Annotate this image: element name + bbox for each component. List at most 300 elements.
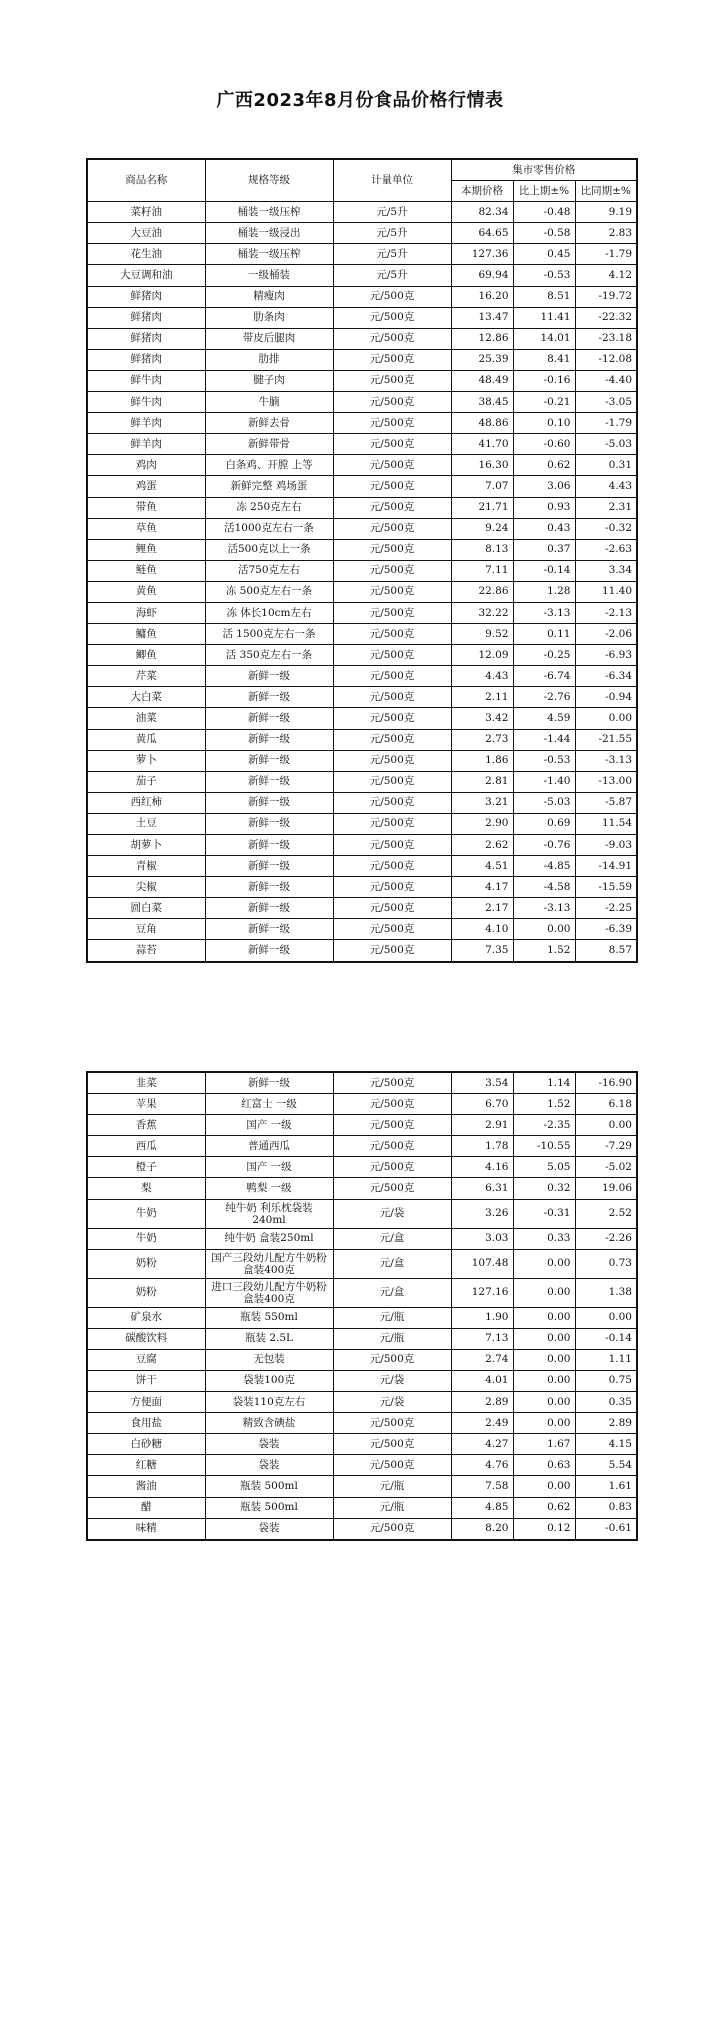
cell-spec: 新鲜一级 — [205, 835, 333, 856]
cell-yoy-change: 4.15 — [575, 1434, 637, 1455]
cell-current-price: 6.31 — [451, 1178, 513, 1199]
cell-current-price: 3.03 — [451, 1228, 513, 1249]
cell-current-price: 7.07 — [451, 476, 513, 497]
cell-mom-change: 0.43 — [513, 518, 575, 539]
cell-spec: 袋装100克 — [205, 1370, 333, 1391]
cell-yoy-change: 11.40 — [575, 581, 637, 602]
cell-unit: 元/5升 — [333, 244, 451, 265]
cell-current-price: 6.70 — [451, 1094, 513, 1115]
cell-spec: 新鲜一级 — [205, 729, 333, 750]
cell-unit: 元/瓶 — [333, 1476, 451, 1497]
cell-name: 黄瓜 — [87, 729, 205, 750]
cell-current-price: 8.13 — [451, 539, 513, 560]
cell-current-price: 4.01 — [451, 1370, 513, 1391]
cell-yoy-change: -6.34 — [575, 666, 637, 687]
cell-current-price: 12.09 — [451, 645, 513, 666]
cell-current-price: 4.10 — [451, 919, 513, 940]
cell-mom-change: -0.31 — [513, 1199, 575, 1228]
cell-name: 萝卜 — [87, 750, 205, 771]
cell-yoy-change: 2.52 — [575, 1199, 637, 1228]
cell-current-price: 9.24 — [451, 518, 513, 539]
cell-current-price: 7.58 — [451, 1476, 513, 1497]
cell-spec: 冻 体长10cm左右 — [205, 602, 333, 623]
price-table-part-1 — [86, 158, 638, 963]
table-row — [87, 1157, 637, 1178]
cell-yoy-change: 4.43 — [575, 476, 637, 497]
cell-name: 西瓜 — [87, 1136, 205, 1157]
cell-name: 鸡肉 — [87, 455, 205, 476]
table-row — [87, 202, 637, 223]
cell-unit: 元/5升 — [333, 223, 451, 244]
cell-current-price: 9.52 — [451, 624, 513, 645]
cell-unit: 元/袋 — [333, 1370, 451, 1391]
cell-yoy-change: -5.02 — [575, 1157, 637, 1178]
cell-mom-change: -0.60 — [513, 434, 575, 455]
table-row — [87, 1307, 637, 1328]
table-row — [87, 940, 637, 962]
cell-name: 草鱼 — [87, 518, 205, 539]
table-row — [87, 1476, 637, 1497]
cell-spec: 袋装110克左右 — [205, 1392, 333, 1413]
cell-name: 蒜苔 — [87, 940, 205, 962]
cell-yoy-change: 0.73 — [575, 1249, 637, 1278]
cell-yoy-change: -2.26 — [575, 1228, 637, 1249]
cell-unit: 元/500克 — [333, 370, 451, 391]
cell-yoy-change: -5.03 — [575, 434, 637, 455]
cell-unit: 元/5升 — [333, 265, 451, 286]
table-row — [87, 898, 637, 919]
cell-unit: 元/500克 — [333, 856, 451, 877]
cell-current-price: 2.90 — [451, 813, 513, 834]
cell-spec: 活500克以上一条 — [205, 539, 333, 560]
cell-unit: 元/500克 — [333, 1072, 451, 1094]
cell-unit: 元/500克 — [333, 434, 451, 455]
cell-unit: 元/500克 — [333, 898, 451, 919]
cell-spec: 袋装 — [205, 1455, 333, 1476]
cell-name: 醋 — [87, 1497, 205, 1518]
cell-spec: 无包装 — [205, 1349, 333, 1370]
cell-yoy-change: 3.34 — [575, 560, 637, 581]
table-row — [87, 1370, 637, 1391]
cell-name: 方便面 — [87, 1392, 205, 1413]
cell-yoy-change: -2.06 — [575, 624, 637, 645]
cell-mom-change: 0.00 — [513, 1476, 575, 1497]
cell-name: 鲤鱼 — [87, 539, 205, 560]
table-row — [87, 560, 637, 581]
cell-mom-change: -0.76 — [513, 835, 575, 856]
cell-yoy-change: -2.63 — [575, 539, 637, 560]
header-mom-change: 比上期±% — [513, 181, 575, 202]
table-row — [87, 687, 637, 708]
cell-current-price: 107.48 — [451, 1249, 513, 1278]
cell-current-price: 64.65 — [451, 223, 513, 244]
cell-mom-change: -0.58 — [513, 223, 575, 244]
cell-name: 豆角 — [87, 919, 205, 940]
cell-spec: 新鲜一级 — [205, 898, 333, 919]
cell-yoy-change: -9.03 — [575, 835, 637, 856]
cell-yoy-change: -21.55 — [575, 729, 637, 750]
cell-spec: 纯牛奶 盒装250ml — [205, 1228, 333, 1249]
cell-spec: 国产 一级 — [205, 1157, 333, 1178]
cell-mom-change: 0.00 — [513, 1307, 575, 1328]
cell-current-price: 22.86 — [451, 581, 513, 602]
cell-name: 黄鱼 — [87, 581, 205, 602]
cell-yoy-change: -13.00 — [575, 771, 637, 792]
cell-name: 味精 — [87, 1518, 205, 1540]
cell-unit: 元/500克 — [333, 877, 451, 898]
cell-unit: 元/500克 — [333, 539, 451, 560]
table-row — [87, 392, 637, 413]
cell-name: 鳙鱼 — [87, 624, 205, 645]
table-row — [87, 835, 637, 856]
cell-mom-change: 0.45 — [513, 244, 575, 265]
cell-mom-change: -5.03 — [513, 792, 575, 813]
cell-unit: 元/500克 — [333, 349, 451, 370]
cell-spec: 桶装一级压榨 — [205, 244, 333, 265]
cell-yoy-change: -6.39 — [575, 919, 637, 940]
cell-spec: 新鲜一级 — [205, 856, 333, 877]
cell-mom-change: 0.69 — [513, 813, 575, 834]
cell-spec: 袋装 — [205, 1434, 333, 1455]
cell-mom-change: 0.62 — [513, 1497, 575, 1518]
cell-spec: 新鲜一级 — [205, 877, 333, 898]
cell-current-price: 7.35 — [451, 940, 513, 962]
cell-mom-change: -1.44 — [513, 729, 575, 750]
cell-spec: 精瘦肉 — [205, 286, 333, 307]
cell-current-price: 3.21 — [451, 792, 513, 813]
cell-unit: 元/500克 — [333, 1115, 451, 1136]
cell-mom-change: 0.11 — [513, 624, 575, 645]
table-row — [87, 413, 637, 434]
table-row — [87, 518, 637, 539]
cell-current-price: 16.30 — [451, 455, 513, 476]
cell-current-price: 4.43 — [451, 666, 513, 687]
cell-name: 香蕉 — [87, 1115, 205, 1136]
cell-mom-change: 1.52 — [513, 940, 575, 962]
cell-spec: 鸭梨 一级 — [205, 1178, 333, 1199]
table-row — [87, 328, 637, 349]
cell-name: 花生油 — [87, 244, 205, 265]
cell-name: 菜籽油 — [87, 202, 205, 223]
cell-mom-change: 0.00 — [513, 1413, 575, 1434]
cell-current-price: 7.11 — [451, 560, 513, 581]
cell-mom-change: 14.01 — [513, 328, 575, 349]
table-row — [87, 539, 637, 560]
cell-yoy-change: -2.13 — [575, 602, 637, 623]
cell-unit: 元/500克 — [333, 813, 451, 834]
cell-current-price: 4.51 — [451, 856, 513, 877]
cell-yoy-change: -6.93 — [575, 645, 637, 666]
cell-yoy-change: 19.06 — [575, 1178, 637, 1199]
cell-spec: 白条鸡、开膛 上等 — [205, 455, 333, 476]
cell-yoy-change: -12.08 — [575, 349, 637, 370]
cell-current-price: 21.71 — [451, 497, 513, 518]
cell-unit: 元/500克 — [333, 919, 451, 940]
cell-unit: 元/500克 — [333, 1178, 451, 1199]
cell-unit: 元/500克 — [333, 1136, 451, 1157]
cell-spec: 新鲜一级 — [205, 1072, 333, 1094]
cell-name: 大豆油 — [87, 223, 205, 244]
table-row — [87, 497, 637, 518]
cell-unit: 元/500克 — [333, 1434, 451, 1455]
cell-yoy-change: -14.91 — [575, 856, 637, 877]
cell-name: 鲜猪肉 — [87, 286, 205, 307]
cell-current-price: 1.78 — [451, 1136, 513, 1157]
cell-yoy-change: 2.89 — [575, 1413, 637, 1434]
cell-current-price: 48.49 — [451, 370, 513, 391]
cell-yoy-change: 0.31 — [575, 455, 637, 476]
cell-yoy-change: 4.12 — [575, 265, 637, 286]
cell-spec: 国产 一级 — [205, 1115, 333, 1136]
cell-name: 饼干 — [87, 1370, 205, 1391]
cell-current-price: 4.16 — [451, 1157, 513, 1178]
cell-unit: 元/500克 — [333, 455, 451, 476]
header-yoy-change: 比同期±% — [575, 181, 637, 202]
cell-spec: 国产三段幼儿配方牛奶粉 盒装400克 — [205, 1249, 333, 1278]
cell-current-price: 32.22 — [451, 602, 513, 623]
cell-name: 奶粉 — [87, 1278, 205, 1307]
cell-mom-change: -2.35 — [513, 1115, 575, 1136]
cell-unit: 元/袋 — [333, 1199, 451, 1228]
cell-spec: 瓶装 2.5L — [205, 1328, 333, 1349]
cell-unit: 元/500克 — [333, 645, 451, 666]
cell-unit: 元/500克 — [333, 792, 451, 813]
cell-unit: 元/500克 — [333, 392, 451, 413]
table-row — [87, 1434, 637, 1455]
cell-name: 茄子 — [87, 771, 205, 792]
cell-unit: 元/500克 — [333, 624, 451, 645]
cell-mom-change: 8.41 — [513, 349, 575, 370]
cell-unit: 元/500克 — [333, 476, 451, 497]
cell-current-price: 38.45 — [451, 392, 513, 413]
cell-mom-change: -4.85 — [513, 856, 575, 877]
cell-spec: 瓶装 500ml — [205, 1476, 333, 1497]
cell-spec: 新鲜一级 — [205, 750, 333, 771]
cell-current-price: 127.16 — [451, 1278, 513, 1307]
table-row — [87, 286, 637, 307]
cell-name: 酱油 — [87, 1476, 205, 1497]
cell-unit: 元/500克 — [333, 835, 451, 856]
cell-yoy-change: -15.59 — [575, 877, 637, 898]
cell-unit: 元/500克 — [333, 1518, 451, 1540]
table-row — [87, 645, 637, 666]
cell-name: 橙子 — [87, 1157, 205, 1178]
cell-unit: 元/瓶 — [333, 1328, 451, 1349]
cell-unit: 元/5升 — [333, 202, 451, 223]
cell-yoy-change: 2.31 — [575, 497, 637, 518]
table-row — [87, 1094, 637, 1115]
cell-name: 牛奶 — [87, 1199, 205, 1228]
cell-yoy-change: -0.61 — [575, 1518, 637, 1540]
table-row — [87, 1228, 637, 1249]
cell-yoy-change: 6.18 — [575, 1094, 637, 1115]
cell-name: 大豆调和油 — [87, 265, 205, 286]
cell-unit: 元/500克 — [333, 286, 451, 307]
cell-unit: 元/500克 — [333, 518, 451, 539]
cell-yoy-change: -16.90 — [575, 1072, 637, 1094]
table-row — [87, 581, 637, 602]
cell-name: 大白菜 — [87, 687, 205, 708]
cell-mom-change: 1.67 — [513, 1434, 575, 1455]
cell-mom-change: -1.40 — [513, 771, 575, 792]
cell-mom-change: 4.59 — [513, 708, 575, 729]
cell-spec: 肋条肉 — [205, 307, 333, 328]
cell-spec: 冻 250克左右 — [205, 497, 333, 518]
cell-name: 鲜牛肉 — [87, 370, 205, 391]
cell-yoy-change: 5.54 — [575, 1455, 637, 1476]
cell-name: 鲜羊肉 — [87, 434, 205, 455]
table-row — [87, 708, 637, 729]
cell-mom-change: 0.12 — [513, 1518, 575, 1540]
cell-mom-change: 3.06 — [513, 476, 575, 497]
cell-name: 青椒 — [87, 856, 205, 877]
cell-name: 鲜羊肉 — [87, 413, 205, 434]
page-title: 广西2023年8月份食品价格行情表 — [216, 90, 504, 111]
cell-name: 梨 — [87, 1178, 205, 1199]
cell-current-price: 82.34 — [451, 202, 513, 223]
cell-spec: 新鲜一级 — [205, 919, 333, 940]
table-row — [87, 771, 637, 792]
cell-unit: 元/500克 — [333, 1413, 451, 1434]
table-row — [87, 223, 637, 244]
cell-spec: 瓶装 500ml — [205, 1497, 333, 1518]
cell-mom-change: 0.32 — [513, 1178, 575, 1199]
cell-name: 碳酸饮料 — [87, 1328, 205, 1349]
table-row — [87, 1115, 637, 1136]
cell-yoy-change: 0.00 — [575, 708, 637, 729]
cell-mom-change: -0.16 — [513, 370, 575, 391]
cell-mom-change: 0.00 — [513, 1249, 575, 1278]
cell-unit: 元/500克 — [333, 687, 451, 708]
cell-unit: 元/500克 — [333, 413, 451, 434]
cell-yoy-change: -0.32 — [575, 518, 637, 539]
cell-mom-change: -4.58 — [513, 877, 575, 898]
cell-current-price: 12.86 — [451, 328, 513, 349]
cell-name: 矿泉水 — [87, 1307, 205, 1328]
cell-name: 鸡蛋 — [87, 476, 205, 497]
cell-unit: 元/袋 — [333, 1392, 451, 1413]
cell-yoy-change: -1.79 — [575, 413, 637, 434]
cell-mom-change: 0.62 — [513, 455, 575, 476]
cell-mom-change: -3.13 — [513, 898, 575, 919]
cell-mom-change: 0.63 — [513, 1455, 575, 1476]
cell-yoy-change: 0.35 — [575, 1392, 637, 1413]
cell-spec: 普通西瓜 — [205, 1136, 333, 1157]
cell-unit: 元/瓶 — [333, 1497, 451, 1518]
header-current-price: 本期价格 — [451, 181, 513, 202]
table-row — [87, 455, 637, 476]
cell-unit: 元/500克 — [333, 602, 451, 623]
cell-mom-change: 1.28 — [513, 581, 575, 602]
table-row — [87, 666, 637, 687]
cell-spec: 一级桶装 — [205, 265, 333, 286]
cell-mom-change: 0.37 — [513, 539, 575, 560]
cell-mom-change: 11.41 — [513, 307, 575, 328]
cell-unit: 元/盒 — [333, 1249, 451, 1278]
table-row — [87, 1278, 637, 1307]
table-row — [87, 1136, 637, 1157]
cell-mom-change: 0.00 — [513, 919, 575, 940]
cell-current-price: 4.17 — [451, 877, 513, 898]
cell-unit: 元/瓶 — [333, 1307, 451, 1328]
table-row — [87, 856, 637, 877]
cell-spec: 新鲜完整 鸡场蛋 — [205, 476, 333, 497]
cell-name: 尖椒 — [87, 877, 205, 898]
cell-mom-change: 0.00 — [513, 1349, 575, 1370]
cell-current-price: 4.85 — [451, 1497, 513, 1518]
cell-mom-change: -0.25 — [513, 645, 575, 666]
cell-spec: 活 350克左右一条 — [205, 645, 333, 666]
table-row — [87, 602, 637, 623]
cell-spec: 新鲜一级 — [205, 708, 333, 729]
table-body-2 — [87, 1072, 637, 1540]
cell-current-price: 2.62 — [451, 835, 513, 856]
cell-mom-change: -6.74 — [513, 666, 575, 687]
cell-mom-change: 0.10 — [513, 413, 575, 434]
cell-mom-change: 0.00 — [513, 1278, 575, 1307]
cell-yoy-change: 1.61 — [575, 1476, 637, 1497]
cell-spec: 红富士 一级 — [205, 1094, 333, 1115]
cell-spec: 活1000克左右一条 — [205, 518, 333, 539]
cell-current-price: 69.94 — [451, 265, 513, 286]
cell-unit: 元/500克 — [333, 497, 451, 518]
cell-mom-change: -0.14 — [513, 560, 575, 581]
table-row — [87, 370, 637, 391]
table-row — [87, 813, 637, 834]
cell-yoy-change: -0.14 — [575, 1328, 637, 1349]
table-row — [87, 244, 637, 265]
cell-current-price: 48.86 — [451, 413, 513, 434]
cell-mom-change: 0.00 — [513, 1392, 575, 1413]
cell-yoy-change: -4.40 — [575, 370, 637, 391]
table-row — [87, 750, 637, 771]
cell-current-price: 2.49 — [451, 1413, 513, 1434]
cell-current-price: 3.42 — [451, 708, 513, 729]
cell-spec: 冻 500克左右一条 — [205, 581, 333, 602]
table-row — [87, 265, 637, 286]
cell-yoy-change: -22.32 — [575, 307, 637, 328]
table-row — [87, 1328, 637, 1349]
cell-name: 白砂糖 — [87, 1434, 205, 1455]
cell-unit: 元/500克 — [333, 307, 451, 328]
cell-name: 苹果 — [87, 1094, 205, 1115]
cell-yoy-change: -2.25 — [575, 898, 637, 919]
cell-name: 红糖 — [87, 1455, 205, 1476]
cell-name: 圆白菜 — [87, 898, 205, 919]
cell-spec: 精致含碘盐 — [205, 1413, 333, 1434]
cell-yoy-change: 0.75 — [575, 1370, 637, 1391]
cell-mom-change: -0.48 — [513, 202, 575, 223]
table-row — [87, 349, 637, 370]
cell-spec: 新鲜带骨 — [205, 434, 333, 455]
cell-spec: 腱子肉 — [205, 370, 333, 391]
cell-mom-change: -0.21 — [513, 392, 575, 413]
cell-name: 食用盐 — [87, 1413, 205, 1434]
cell-yoy-change: -1.79 — [575, 244, 637, 265]
cell-mom-change: -2.76 — [513, 687, 575, 708]
cell-current-price: 1.86 — [451, 750, 513, 771]
cell-mom-change: -0.53 — [513, 265, 575, 286]
cell-spec: 桶装一级浸出 — [205, 223, 333, 244]
cell-current-price: 8.20 — [451, 1518, 513, 1540]
cell-unit: 元/500克 — [333, 771, 451, 792]
table-row — [87, 434, 637, 455]
table-row — [87, 1349, 637, 1370]
table-row — [87, 1497, 637, 1518]
cell-mom-change: 8.51 — [513, 286, 575, 307]
cell-yoy-change: 0.83 — [575, 1497, 637, 1518]
cell-mom-change: -0.53 — [513, 750, 575, 771]
